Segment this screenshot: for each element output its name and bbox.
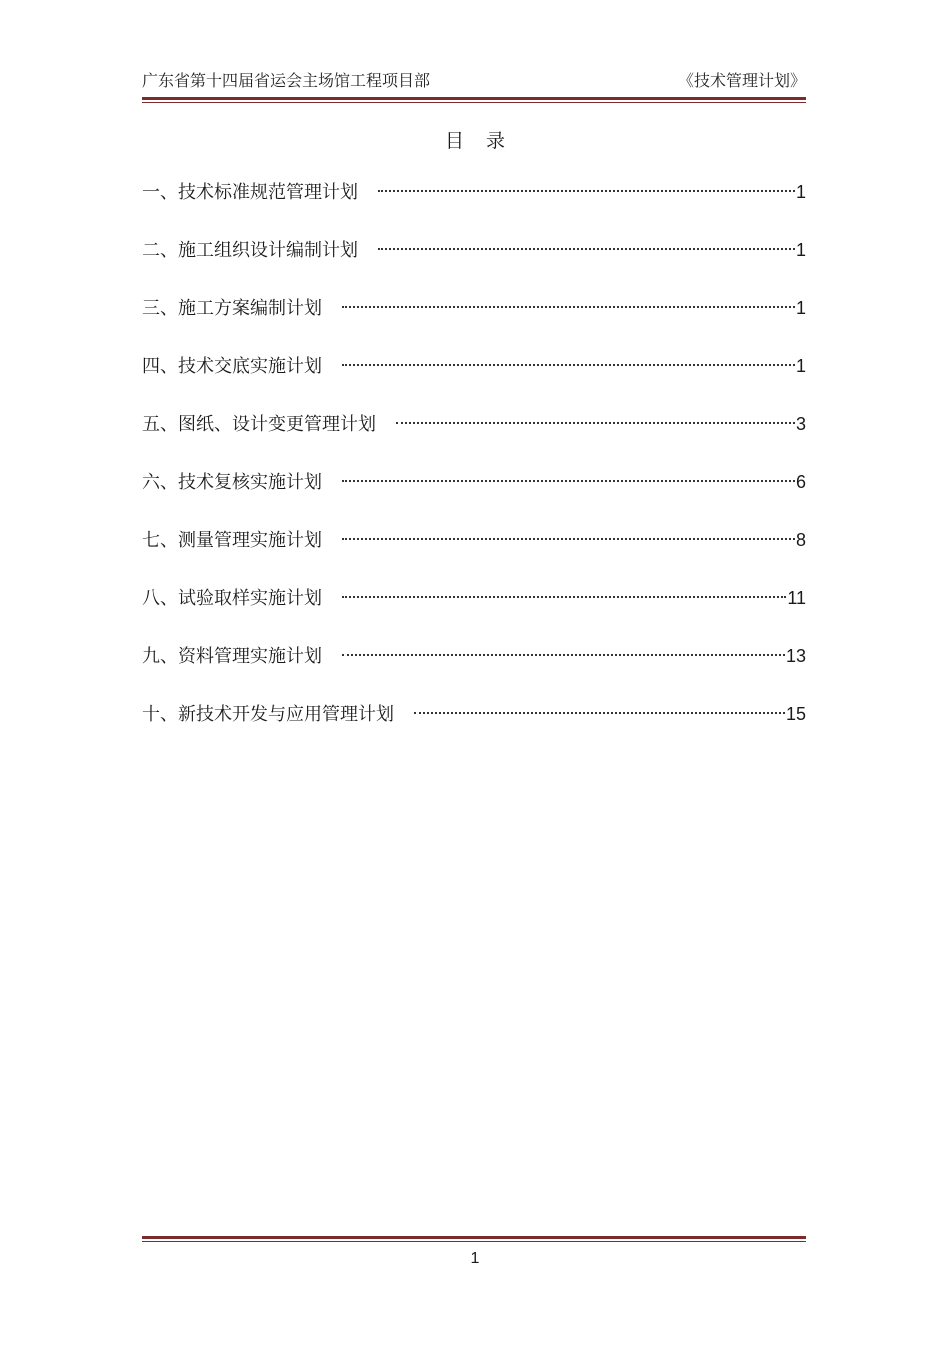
toc-leader-dots <box>414 712 785 714</box>
toc-leader-dots <box>342 654 785 656</box>
toc-entry-page: 13 <box>785 646 806 666</box>
toc-entry[interactable] <box>142 526 806 584</box>
toc-entry[interactable] <box>142 642 806 700</box>
toc-entry-label: 七、测量管理实施计划 <box>142 530 322 551</box>
toc-entry-label: 二、施工组织设计编制计划 <box>142 240 358 261</box>
toc-leader-dots <box>378 248 795 250</box>
toc-entry-label: 五、图纸、设计变更管理计划 <box>142 414 376 435</box>
toc-entry[interactable] <box>142 178 806 236</box>
header-project-name: 广东省第十四届省运会主场馆工程项目部 <box>142 71 431 90</box>
toc-entry[interactable] <box>142 410 806 468</box>
header-rule-thin <box>142 102 806 103</box>
toc-entry-label: 六、技术复核实施计划 <box>142 472 322 493</box>
toc-leader-dots <box>342 306 795 308</box>
toc-leader-dots <box>342 596 786 598</box>
toc-entry-page: 15 <box>785 704 806 724</box>
header-document-title: 《技术管理计划》 <box>677 71 806 90</box>
toc-entry-label: 八、试验取样实施计划 <box>142 588 322 609</box>
toc-entry[interactable] <box>142 236 806 294</box>
toc-entry[interactable] <box>142 352 806 410</box>
page-header <box>142 70 806 94</box>
toc-entry-page: 8 <box>795 530 806 550</box>
toc-entry[interactable] <box>142 468 806 526</box>
toc-entry-label: 四、技术交底实施计划 <box>142 356 322 377</box>
footer-rule-thin <box>142 1241 806 1242</box>
toc-entry-label: 一、技术标准规范管理计划 <box>142 182 358 203</box>
toc-entry-page: 11 <box>787 588 806 608</box>
toc-entry-page: 1 <box>795 240 806 260</box>
toc-title: 目录 <box>444 130 527 152</box>
footer-rule-thick <box>142 1236 806 1239</box>
header-rule-thick <box>142 97 806 100</box>
toc-leader-dots <box>342 364 795 366</box>
toc-entry-label: 九、资料管理实施计划 <box>142 646 322 667</box>
toc-entry[interactable] <box>142 584 806 642</box>
toc-entry-page: 1 <box>795 356 806 376</box>
toc-entry-label: 十、新技术开发与应用管理计划 <box>142 704 394 725</box>
toc-entry-page: 6 <box>795 472 806 492</box>
toc-entry[interactable] <box>142 700 806 758</box>
toc-leader-dots <box>378 190 795 192</box>
toc-leader-dots <box>396 422 795 424</box>
toc-entry-label: 三、施工方案编制计划 <box>142 298 322 319</box>
toc-list <box>142 178 806 758</box>
toc-entry[interactable] <box>142 294 806 352</box>
toc-leader-dots <box>342 480 795 482</box>
page-number: 1 <box>470 1250 480 1267</box>
toc-entry-page: 1 <box>795 298 806 318</box>
toc-entry-page: 1 <box>795 182 806 202</box>
toc-leader-dots <box>342 538 795 540</box>
toc-entry-page: 3 <box>795 414 806 434</box>
